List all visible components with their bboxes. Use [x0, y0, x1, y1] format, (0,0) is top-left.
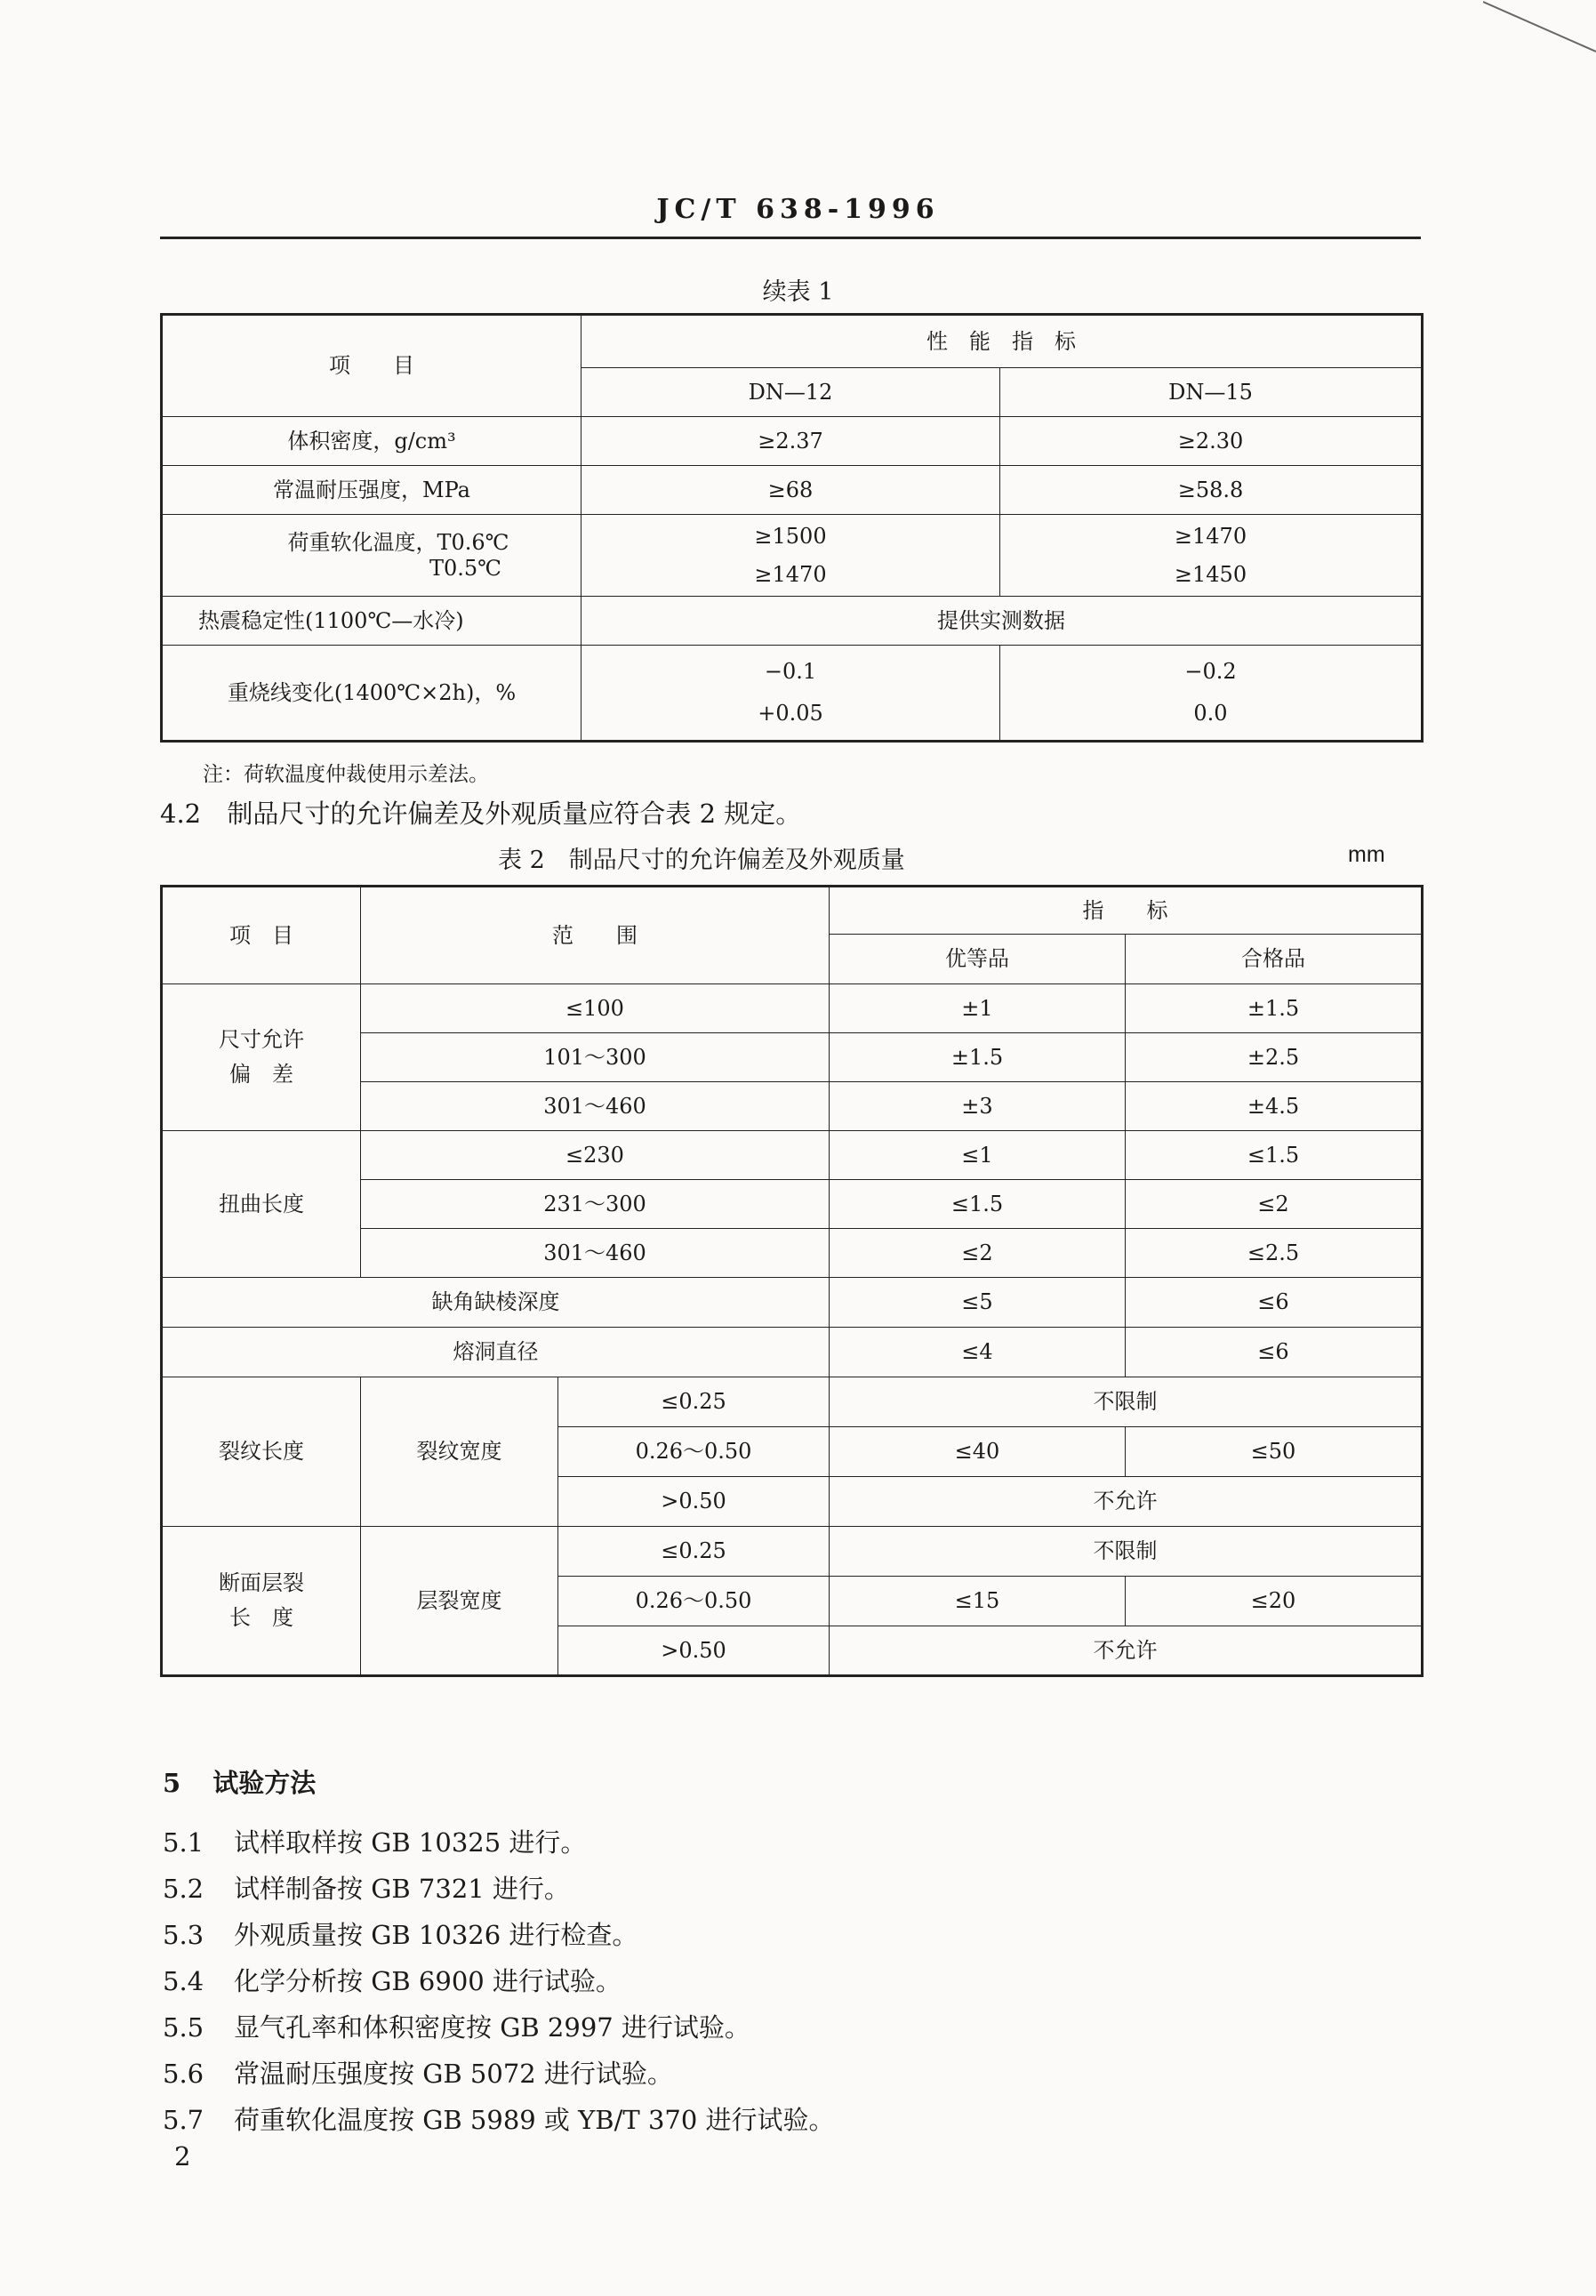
table2-layer-value-3: 不允许: [830, 1626, 1423, 1676]
table1-row-reheat-dn15: [1000, 646, 1423, 742]
clause-5-3: [163, 1915, 638, 1952]
table1-row-softening-dn12-a: ≥1500: [754, 523, 827, 549]
table2-size-dev-label-b: 偏 差: [229, 1062, 293, 1087]
table1-col-item: 项 目: [162, 315, 581, 417]
table1-col-performance: 性 能 指 标: [581, 315, 1423, 368]
table1-row-reheat-dn15-b: 0.0: [1193, 701, 1228, 726]
table2-layer-label-a: 断面层裂: [219, 1570, 304, 1596]
table2-layer-excellent-2: ≤15: [830, 1577, 1126, 1626]
table2-layer-range-3: >0.50: [558, 1626, 830, 1676]
clause-4-2-text: 制品尺寸的允许偏差及外观质量应符合表 2 规定。: [227, 799, 802, 829]
clause-5-7-text: 荷重软化温度按 GB 5989 或 YB/T 370 进行试验。: [234, 2105, 835, 2135]
table1-row-softening-dn15: [1000, 515, 1423, 597]
table1-row-reheat-dn15-a: −0.2: [1184, 659, 1237, 685]
table2-layer-range-1: ≤0.25: [558, 1527, 830, 1577]
page-number: 2: [174, 2141, 191, 2172]
table1-row-thermal-value: 提供实测数据: [581, 597, 1423, 646]
table1-grade-dn15: DN—15: [1000, 368, 1423, 417]
table2-col-item: 项 目: [162, 887, 361, 984]
table1-row-softening-dn15-b: ≥1450: [1174, 561, 1247, 587]
table2-size-dev-range-1: ≤100: [361, 984, 830, 1033]
table2-size-dev-range-3: 301～460: [361, 1082, 830, 1131]
table2-crack-range-3: >0.50: [558, 1477, 830, 1527]
table1-row-thermal-label: 热震稳定性(1100℃—水冷): [162, 597, 581, 646]
clause-5-1-text: 试样取样按 GB 10325 进行。: [234, 1827, 587, 1858]
table2-layer-label-b: 长 度: [229, 1605, 293, 1630]
table2-size-dev-excellent-2: ±1.5: [830, 1033, 1126, 1082]
table2-size-dev-qualified-2: ±2.5: [1126, 1033, 1423, 1082]
table2-layer-qualified-2: ≤20: [1126, 1577, 1423, 1626]
clause-5-5-text: 显气孔率和体积密度按 GB 2997 进行试验。: [234, 2012, 750, 2043]
table2-col-qualified: 合格品: [1126, 935, 1423, 984]
table2-col-index: 指 标: [830, 887, 1423, 935]
table2-twist-excellent-2: ≤1.5: [830, 1180, 1126, 1229]
clause-5-3-number: 5.3: [163, 1920, 205, 1950]
table2-crack-range-2: 0.26～0.50: [558, 1427, 830, 1477]
table2-size-dev-label: [162, 984, 361, 1131]
table1-row-reheat-dn12-b: +0.05: [758, 701, 823, 726]
clause-5-7-number: 5.7: [163, 2105, 205, 2135]
clause-5-6: [163, 2054, 673, 2091]
clause-5-6-number: 5.6: [163, 2059, 205, 2089]
clause-5-2: [163, 1869, 570, 1906]
table2-crack-range-1: ≤0.25: [558, 1377, 830, 1427]
table1-row-strength-dn12: ≥68: [581, 466, 1000, 515]
clause-5-7: [163, 2100, 835, 2137]
table2-layer-label: [162, 1527, 361, 1676]
table2-twist-excellent-1: ≤1: [830, 1131, 1126, 1180]
table2-twist-range-3: 301～460: [361, 1229, 830, 1278]
clause-5-1: [163, 1823, 586, 1859]
table1-row-reheat-dn12: [581, 646, 1000, 742]
table2-twist-qualified-2: ≤2: [1126, 1180, 1423, 1229]
table2-twist-excellent-3: ≤2: [830, 1229, 1126, 1278]
table2-twist-qualified-3: ≤2.5: [1126, 1229, 1423, 1278]
table1-row-softening-label-b: T0.5℃: [429, 555, 502, 581]
table1-row-density-label: 体积密度，g/cm³: [162, 417, 581, 466]
table2-crack-excellent-2: ≤40: [830, 1427, 1126, 1477]
table1: [160, 313, 1424, 743]
table2-chip-excellent: ≤5: [830, 1278, 1126, 1328]
table1-row-reheat-dn12-a: −0.1: [764, 659, 817, 685]
table2-size-dev-excellent-1: ±1: [830, 984, 1126, 1033]
table1-note: 注：荷软温度仲裁使用示差法。: [203, 763, 489, 786]
clause-4-2: [160, 794, 801, 831]
table2-size-dev-label-a: 尺寸允许: [219, 1027, 304, 1053]
table2-crack-qualified-2: ≤50: [1126, 1427, 1423, 1477]
page-corner-fold: [1483, 0, 1596, 53]
table2-size-dev-excellent-3: ±3: [830, 1082, 1126, 1131]
table2-twist-label: 扭曲长度: [162, 1131, 361, 1278]
header-rule: [160, 237, 1421, 239]
table2-twist-qualified-1: ≤1.5: [1126, 1131, 1423, 1180]
table2-hole-label: 熔洞直径: [162, 1328, 830, 1377]
clause-4-2-number: 4.2: [160, 799, 202, 829]
table2-layer-range-2: 0.26～0.50: [558, 1577, 830, 1626]
table1-row-strength-label: 常温耐压强度，MPa: [162, 466, 581, 515]
table1-caption: 续表 1: [762, 278, 834, 306]
clause-5-4-text: 化学分析按 GB 6900 进行试验。: [234, 1966, 622, 1996]
section-5-heading: [163, 1763, 316, 1800]
table2-size-dev-qualified-1: ±1.5: [1126, 984, 1423, 1033]
table1-row-softening-label: [162, 515, 581, 597]
table1-row-strength-dn15: ≥58.8: [1000, 466, 1423, 515]
table1-row-softening-dn12: [581, 515, 1000, 597]
table2-crack-value-3: 不允许: [830, 1477, 1423, 1527]
table1-row-softening-dn12-b: ≥1470: [754, 561, 827, 587]
clause-5-4-number: 5.4: [163, 1966, 205, 1996]
table2-twist-range-2: 231～300: [361, 1180, 830, 1229]
clause-5-5-number: 5.5: [163, 2012, 205, 2043]
table2-size-dev-qualified-3: ±4.5: [1126, 1082, 1423, 1131]
table2-hole-qualified: ≤6: [1126, 1328, 1423, 1377]
table2-chip-qualified: ≤6: [1126, 1278, 1423, 1328]
table1-row-reheat-label: 重烧线变化(1400℃×2h)，%: [162, 646, 581, 742]
clause-5-4: [163, 1962, 622, 1998]
table1-grade-dn12: DN—12: [581, 368, 1000, 417]
table1-row-softening-label-a: 荷重软化温度，T0.6℃: [287, 529, 509, 555]
table2-layer-value-1: 不限制: [830, 1527, 1423, 1577]
clause-5-5: [163, 2008, 750, 2044]
table2: [160, 885, 1424, 1677]
table2-crack-width-label: 裂纹宽度: [361, 1377, 558, 1527]
table2-layer-width-label: 层裂宽度: [361, 1527, 558, 1676]
table1-row-density-dn15: ≥2.30: [1000, 417, 1423, 466]
table2-col-range: 范 围: [361, 887, 830, 984]
standard-code-header: JC/T 638-1996: [656, 194, 940, 225]
table2-size-dev-range-2: 101～300: [361, 1033, 830, 1082]
table2-crack-label: 裂纹长度: [162, 1377, 361, 1527]
clause-5-2-number: 5.2: [163, 1874, 205, 1904]
clause-5-2-text: 试样制备按 GB 7321 进行。: [234, 1874, 570, 1904]
table2-chip-label: 缺角缺棱深度: [162, 1278, 830, 1328]
table2-unit: mm: [1348, 842, 1385, 867]
table2-col-excellent: 优等品: [830, 935, 1126, 984]
table2-twist-range-1: ≤230: [361, 1131, 830, 1180]
table1-row-density-dn12: ≥2.37: [581, 417, 1000, 466]
table2-caption: 表 2 制品尺寸的允许偏差及外观质量: [498, 847, 905, 874]
section-5-number: 5: [163, 1768, 181, 1798]
clause-5-3-text: 外观质量按 GB 10326 进行检查。: [234, 1920, 638, 1950]
table2-hole-excellent: ≤4: [830, 1328, 1126, 1377]
table1-row-softening-dn15-a: ≥1470: [1174, 523, 1247, 549]
table2-crack-value-1: 不限制: [830, 1377, 1423, 1427]
clause-5-1-number: 5.1: [163, 1827, 205, 1858]
section-5-title: 试验方法: [213, 1768, 317, 1798]
clause-5-6-text: 常温耐压强度按 GB 5072 进行试验。: [234, 2059, 673, 2089]
